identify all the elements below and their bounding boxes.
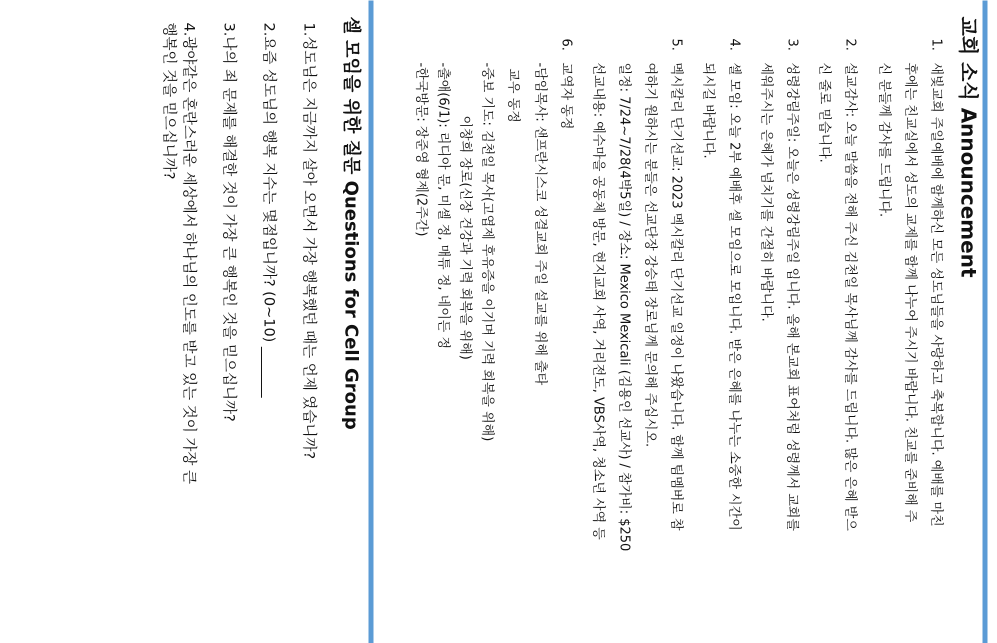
item-4-line-1: 셀 모임: 오늘 2부 예배후 셀 모임으로 모입니다. 받은 은혜를 나누는 소중한 시간이 [726, 62, 741, 531]
question-4-line-1: 4.광야같은 혼란스러운 세상에서 하나님의 인도를 받고 있는 것이 가장 큰 [180, 22, 196, 484]
item-5-line-4: 선교내용: 예수마을 공동체 방문, 현지교회 사역, 거리전도, VBS사역, 청소년 사역 등 [590, 62, 605, 540]
question-1: 1.성도님은 지금까지 살아 오면서 가장 행복했던 때는 언제 였습니까? [300, 22, 316, 459]
section-divider-rule [368, 0, 373, 643]
item-6-line-4: -중보 기도: 김천일 목사(고엽제 후유증을 이기며 기력 회복을 위해) [479, 62, 494, 441]
item-5-line-3: 일정: 7/24~7/28(4박5일) / 장소: Mexico Mexicali (김용인 선교사) / 참가비: $250 [616, 62, 631, 551]
item-2-line-1: 설교감사: 오늘 말씀을 전해 주신 김천일 목사님께 감사를 드립니다. 많은 은혜 받으 [842, 62, 857, 531]
section-top-rule [982, 0, 987, 643]
item-5-line-1: 멕시칼리 단기선교: 2023 멕시칼리 단기선교 일정이 나왔습니다. 함께 팀멤버로 참 [668, 62, 683, 531]
item-6-line-2: -담임목사: 샌프란시스코 성결교회 주일 설교를 위해 출타 [532, 62, 547, 385]
item-6-line-7: -한국방문: 장준영 형제(2주간) [413, 62, 428, 236]
item-6-line-6: -출애(6/1): 리디아 문, 미셸 정, 매튜 정, 네이든 정 [435, 62, 450, 349]
item-4-number: 4. [726, 38, 741, 51]
item-5-number: 5. [668, 38, 683, 51]
item-1-line-3: 신 분들께 감사를 드립니다. [876, 62, 891, 217]
item-6-line-3: 교우 동정 [505, 68, 520, 123]
item-3-number: 3. [784, 38, 799, 51]
item-3-line-2: 세워주시는 은혜가 넘치기를 간절히 바랍니다. [758, 62, 773, 322]
item-5-line-2: 여하기 원하시는 분들은 선교단장 강승태 장로님께 문의해 주십시오. [642, 62, 657, 447]
item-6-line-1: 교역자 동정 [558, 62, 573, 129]
item-4-line-2: 되시길 바랍니다. [700, 62, 715, 159]
question-2: 2.요즘 성도님의 행복 지수는 몇점입니까? (0~10) _______ [260, 22, 276, 398]
announcement-title: 교회 소식 Announcement [956, 16, 980, 278]
item-1-line-2: 후에는 친교실에서 성도의 교제를 함께 나누어 주시기 바랍니다. 친교를 준비해 주 [902, 62, 917, 522]
item-1-line-1: 새빛교회 주일예배에 함께하신 모든 성도님들을 사랑하고 축복합니다. 예배를 마친 [928, 62, 943, 527]
item-6-line-5: 이창희 장로(신장 건강과 기력 회복을 위해) [457, 115, 472, 360]
item-6-number: 6. [558, 38, 573, 51]
item-3-line-1: 성령강림주일: 오늘은 성령강림주일 입니다. 올해 본교회 표어처럼 성령께서 교회를 [784, 62, 799, 531]
item-1-number: 1. [928, 38, 943, 51]
item-2-number: 2. [842, 38, 857, 51]
question-4-line-2: 행복인 것을 믿으십니까? [160, 22, 176, 179]
question-3: 3.나의 죄 문제를 해결한 것이 가장 큰 행복인 것을 믿으십니까? [220, 22, 236, 422]
cell-group-title: 셀 모임을 위한 질문 Questions for Cell Group [340, 16, 361, 430]
item-2-line-2: 신 줄로 믿습니다. [816, 62, 831, 163]
